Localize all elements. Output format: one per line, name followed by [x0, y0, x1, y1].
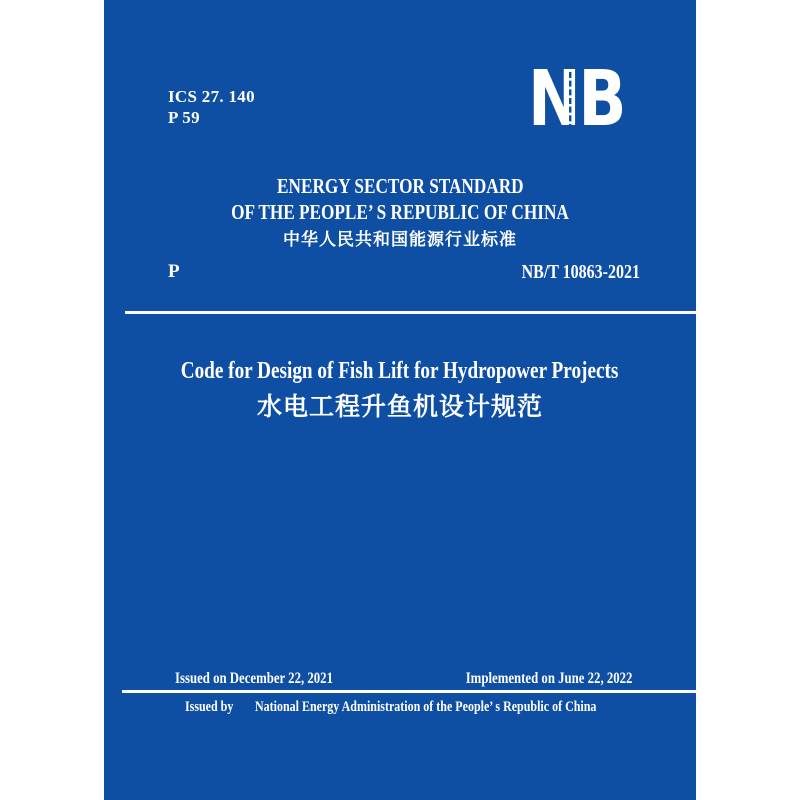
ics-class-line: P 59: [168, 108, 200, 127]
standard-header-en-line2-text: OF THE PEOPLE’ S REPUBLIC OF CHINA: [231, 200, 569, 224]
standard-header-en-line1-text: ENERGY SECTOR STANDARD: [276, 174, 524, 198]
header-rule: [125, 311, 696, 314]
ics-code-line: ICS 27. 140: [168, 87, 255, 106]
issued-date-label: [175, 669, 372, 689]
issued-by-label: Issued by: [185, 699, 234, 715]
title-en: [104, 357, 696, 386]
standard-header-cn: 中华人民共和国能源行业标准: [283, 230, 517, 249]
doc-class-letter: P: [168, 261, 180, 282]
standard-number-text: NB/T 10863-2021: [521, 261, 640, 283]
implemented-date-label: [424, 669, 632, 689]
implemented-date-text: Implemented on June 22, 2022: [465, 670, 632, 687]
standard-header-en-line2: [104, 199, 696, 225]
title-cn: 水电工程升鱼机设计规范: [256, 394, 543, 421]
issued-by-value: National Energy Administration of the People’ s Republic of China: [254, 699, 597, 715]
issued-date-text: Issued on December 22, 2021: [175, 670, 333, 687]
standard-cover: [104, 0, 696, 800]
nb-serration-line: [569, 72, 571, 130]
issued-by-row: [185, 698, 596, 717]
standard-number: [492, 260, 640, 284]
standard-header-en-line1: [104, 173, 696, 199]
footer-rule: [122, 690, 696, 693]
nb-logo-mark: [528, 55, 659, 144]
title-en-text: Code for Design of Fish Lift for Hydropower Projects: [181, 358, 619, 384]
ics-block: [168, 86, 255, 128]
nb-logo-text: NB: [528, 55, 625, 144]
